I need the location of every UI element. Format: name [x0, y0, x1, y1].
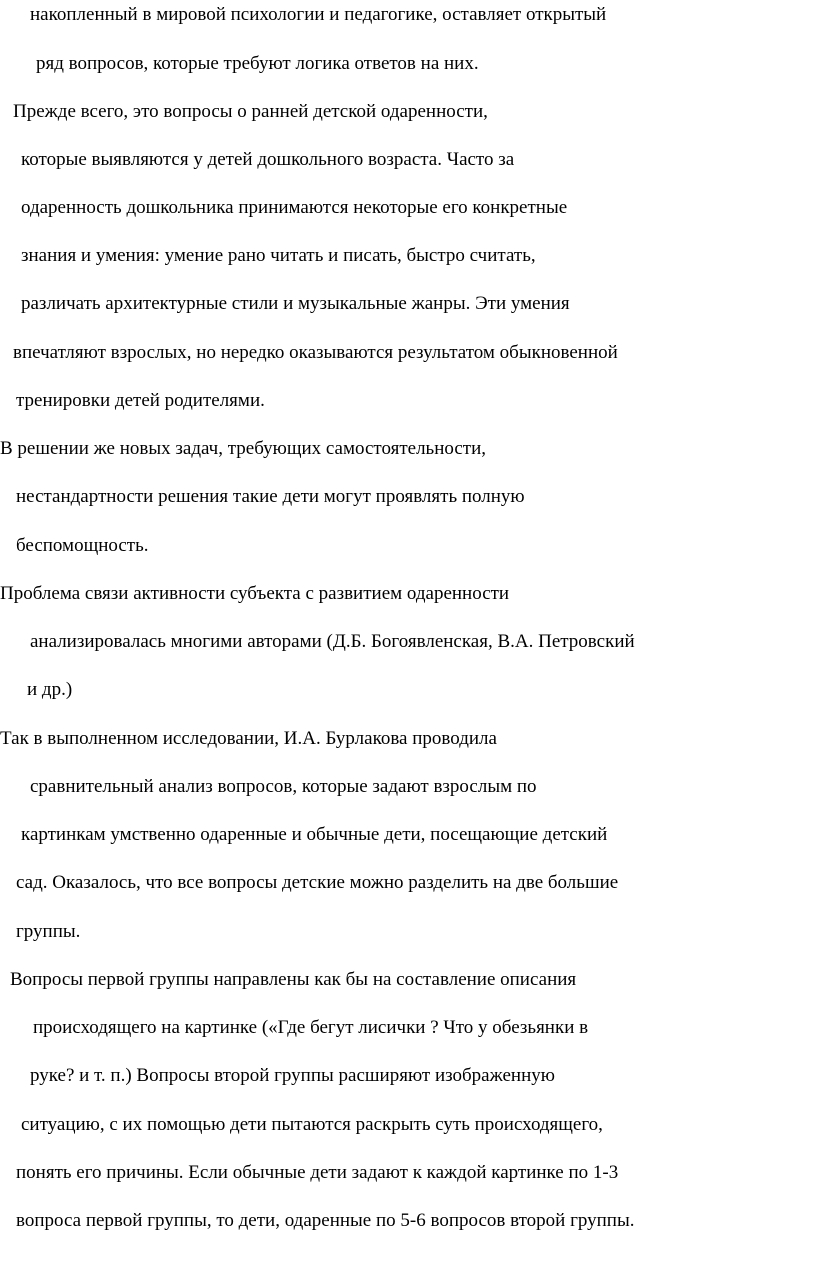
text-line: тренировки детей родителями.	[16, 390, 265, 411]
text-line: Проблема связи активности субъекта с развитием одаренности	[0, 583, 510, 604]
text-line: группы.	[16, 921, 81, 942]
text-line: Прежде всего, это вопросы о ранней детской одаренности,	[13, 101, 488, 122]
text-line: впечатляют взрослых, но нередко оказываются результатом обыкновенной	[13, 342, 618, 363]
text-line: картинкам умственно одаренные и обычные дети, посещающие детский	[21, 824, 608, 845]
text-line: различать архитектурные стили и музыкальные жанры. Эти умения	[21, 293, 570, 314]
text-line: Так в выполненном исследовании, И.А. Бурлакова проводила	[0, 728, 497, 749]
text-line: накопленный в мировой психологии и педагогике, оставляет открытый	[30, 4, 607, 25]
text-line: В решении же новых задач, требующих самостоятельности,	[0, 438, 487, 459]
text-line: сравнительный анализ вопросов, которые задают взрослым по	[30, 776, 537, 797]
text-line: руке? и т. п.) Вопросы второй группы расширяют изображенную	[30, 1065, 555, 1086]
text-line: происходящего на картинке («Где бегут лисички ? Что у обезьянки в	[33, 1017, 589, 1038]
text-line: нестандартности решения такие дети могут проявлять полную	[16, 486, 525, 507]
text-line: беспомощность.	[16, 535, 149, 556]
text-line: одаренность дошкольника принимаются некоторые его конкретные	[21, 197, 568, 218]
text-line: понять его причины. Если обычные дети задают к каждой картинке по 1-3	[16, 1162, 619, 1183]
text-line: знания и умения: умение рано читать и писать, быстро считать,	[21, 245, 536, 266]
text-line: сад. Оказалось, что все вопросы детские можно разделить на две большие	[16, 872, 619, 893]
text-line: ряд вопросов, которые требуют логика ответов на них.	[36, 53, 479, 74]
text-line: вопроса первой группы, то дети, одаренные по 5-6 вопросов второй группы.	[16, 1210, 635, 1231]
text-line: и др.)	[27, 679, 73, 700]
text-line: Вопросы первой группы направлены как бы на составление описания	[10, 969, 577, 990]
text-line: анализировалась многими авторами (Д.Б. Богоявленская, В.А. Петровский	[30, 631, 635, 652]
text-line: которые выявляются у детей дошкольного возраста. Часто за	[21, 149, 515, 170]
text-line: ситуацию, с их помощью дети пытаются раскрыть суть происходящего,	[21, 1114, 603, 1135]
